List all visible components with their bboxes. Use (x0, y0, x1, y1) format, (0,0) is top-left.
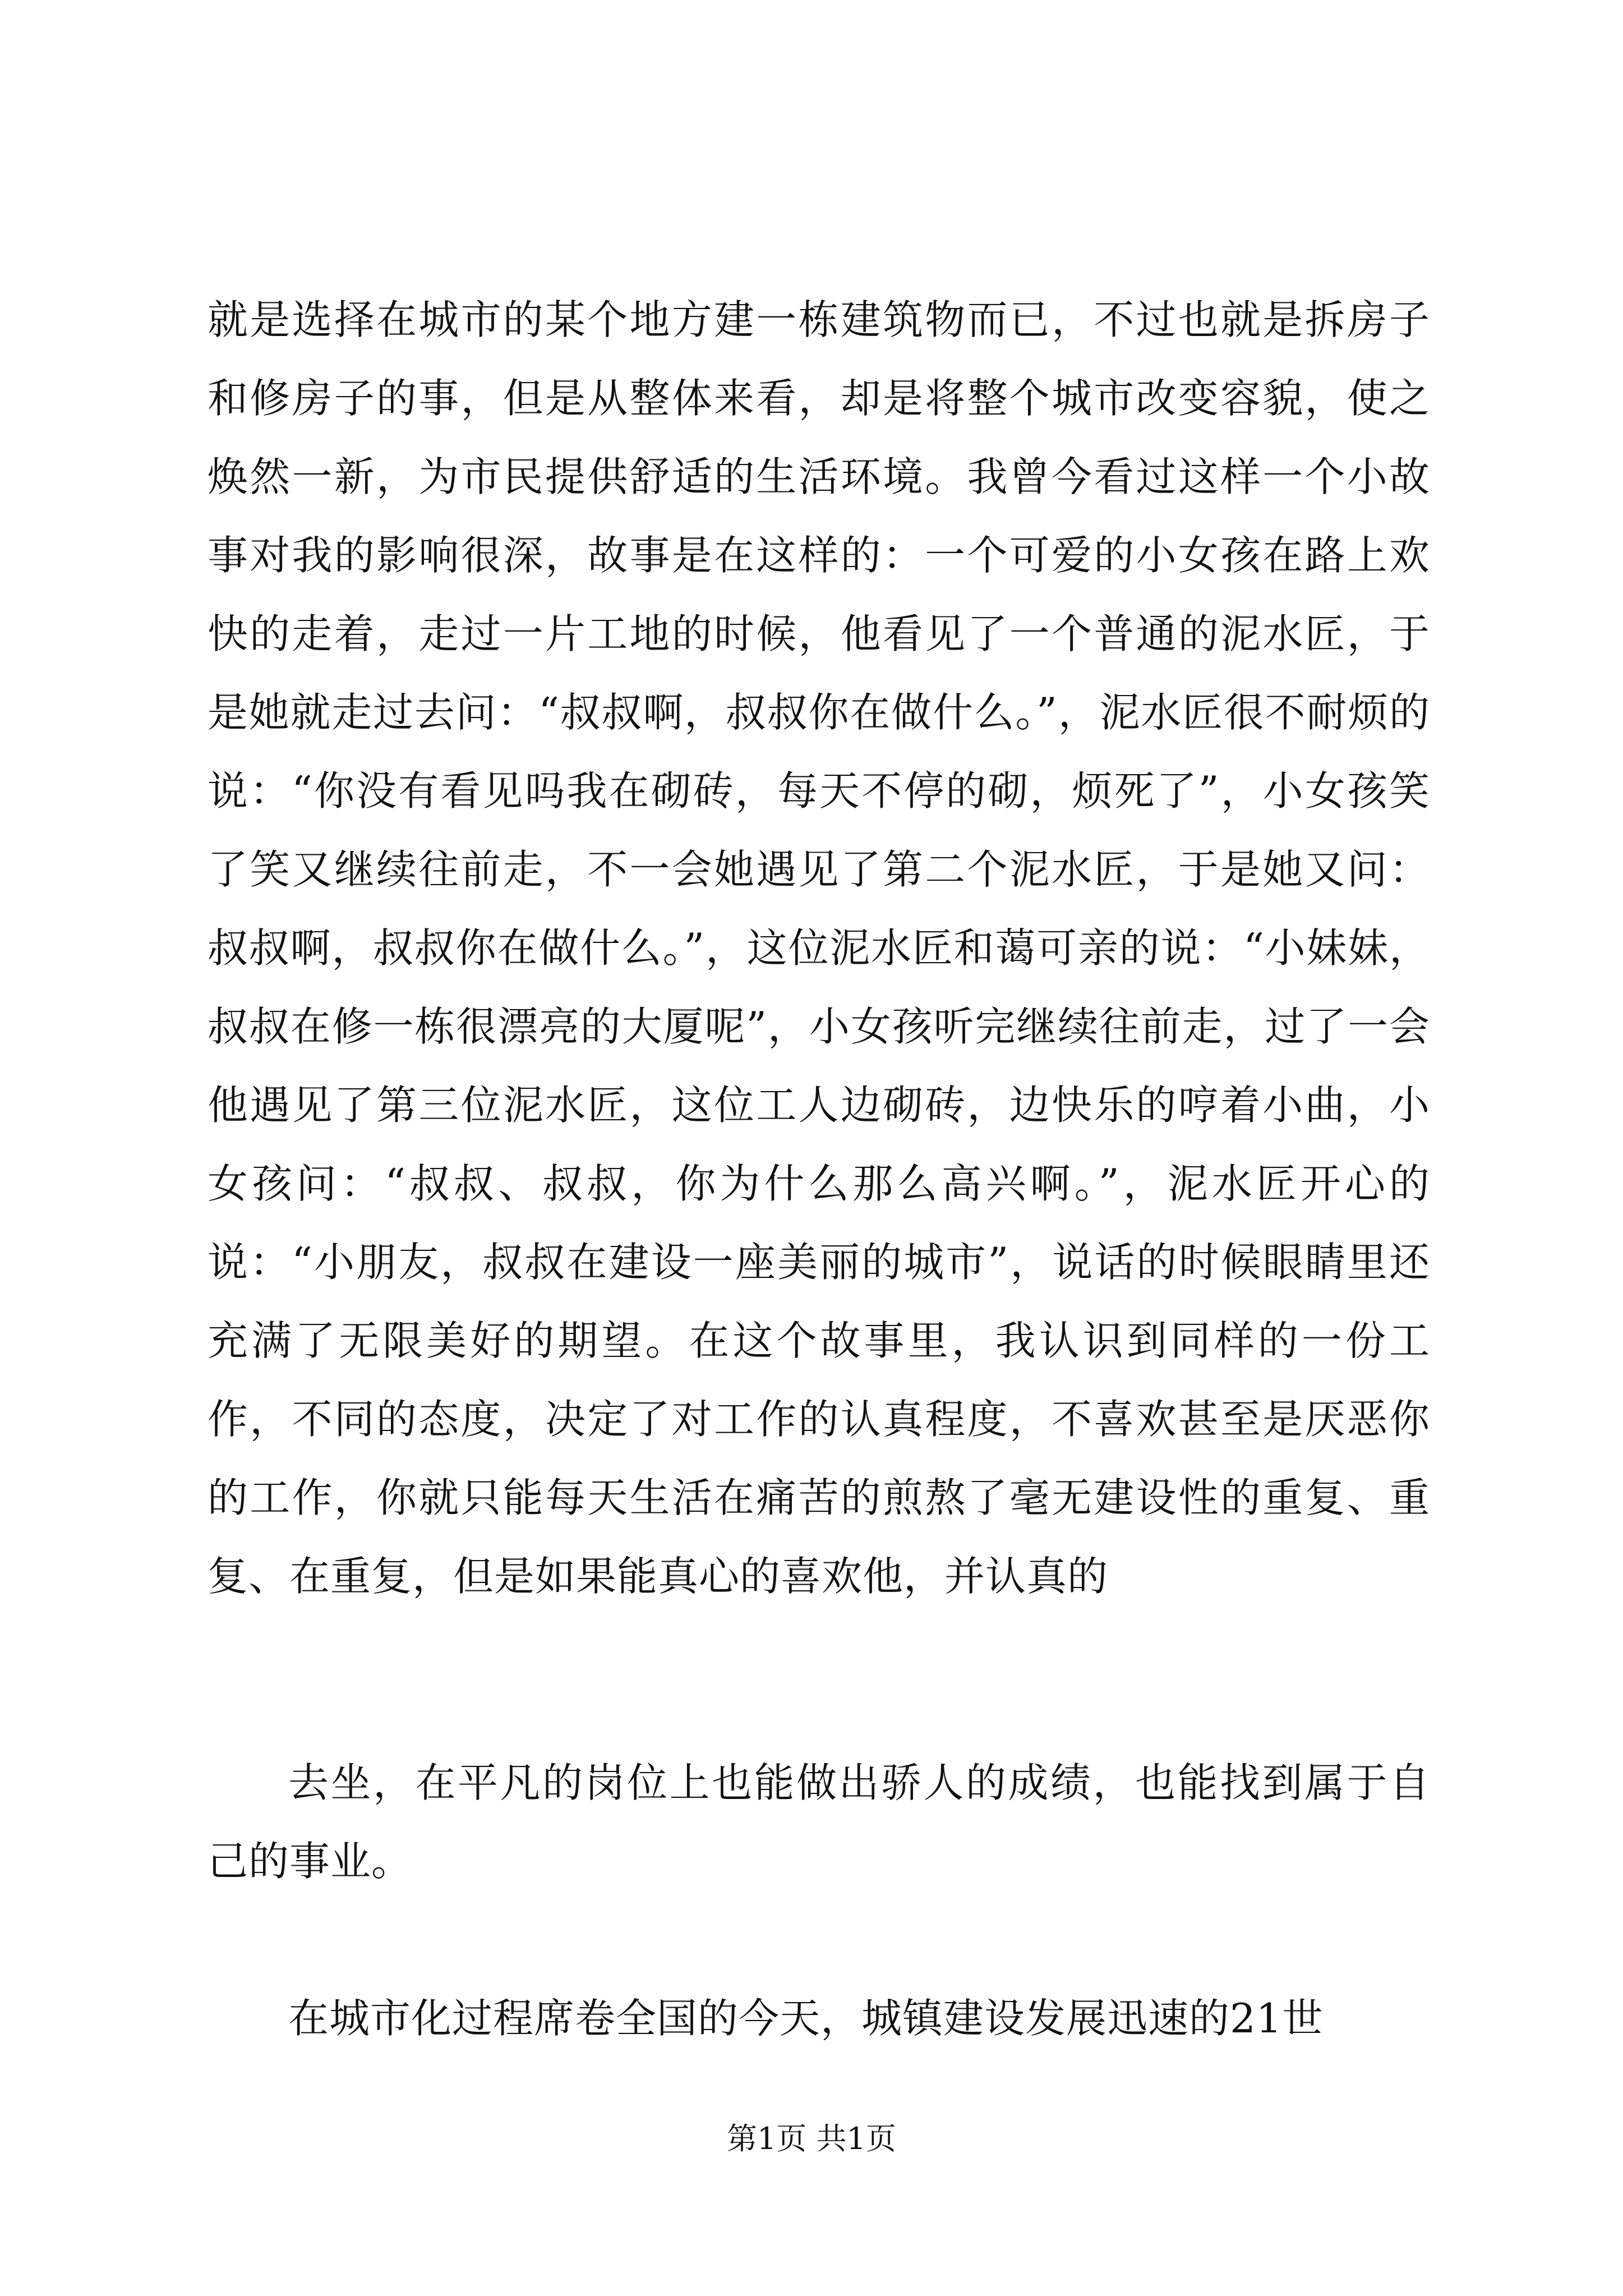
paragraph-3: 在城市化过程席卷全国的今天，城镇建设发展迅速的21世 (288, 1995, 1324, 2042)
paragraph-1: 就是选择在城市的某个地方建一栋建筑物而已，不过也就是拆房子和修房子的事，但是从整体来看，却是将整个城市改变容貌，使之焕然一新，为市民提供舒适的生活环境。我曾今看过这样一个小故事对我的影响很深，故事是在这样的：一个可爱的小女孩在路上欢快的走着，走过一片工地的时候，他看见了一个普通的泥水匠，于是她就走过去问：“叔叔啊，叔叔你在做什么。”，泥水匠很不耐烦的说：“你没有看见吗我在砌砖，每天不停的砌，烦死了”，小女孩笑了笑又继续往前走，不一会她遇见了第二个泥水匠，于是她又问：叔叔啊，叔叔你在做什么。”，这位泥水匠和蔼可亲的说：“小妹妹，叔叔在修一栋很漂亮的大厦呢”，小女孩听完继续往前走，过了一会他遇见了第三位泥水匠，这位工人边砌砖，边快乐的哼着小曲，小女孩问：“叔叔、叔叔，你为什么那么高兴啊。”，泥水匠开心的说：“小朋友，叔叔在建设一座美丽的城市”，说话的时候眼睛里还充满了无限美好的期望。在这个故事里，我认识到同样的一份工作，不同的态度，决定了对工作的认真程度，不喜欢甚至是厌恶你的工作，你就只能每天生活在痛苦的煎熬了毫无建设性的重复、重复、在重复，但是如果能真心的喜欢他，并认真的 (208, 296, 1430, 1600)
paragraph-2: 去坐，在平凡的岗位上也能做出骄人的成绩，也能找到属于自己的事业。 (208, 1759, 1430, 1885)
page-footer: 第1页 共1页 (727, 2121, 896, 2156)
